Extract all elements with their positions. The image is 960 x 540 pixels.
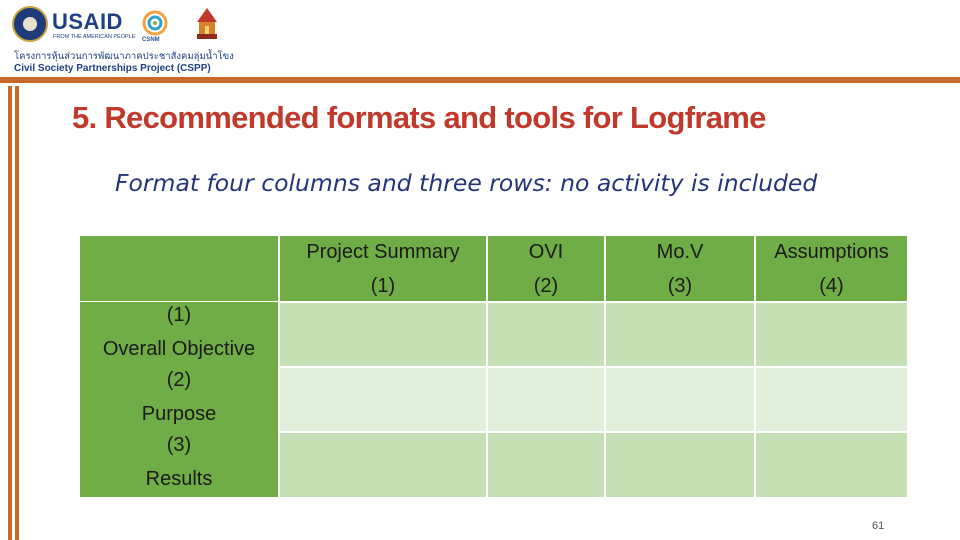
partner-logos: [12, 6, 222, 46]
project-name: Civil Society Partnerships Project (CSPP): [14, 63, 211, 74]
row-label-number: (2): [166, 369, 192, 391]
column-header-label: Assumptions: [774, 240, 889, 263]
table-cell[interactable]: [488, 303, 604, 366]
table-cell[interactable]: [606, 368, 754, 431]
row-label-number: (3): [166, 434, 192, 456]
column-header-label: OVI: [528, 240, 564, 263]
column-header-number: (3): [667, 274, 693, 297]
row-label-column: [80, 302, 278, 497]
left-accent-bar: [8, 86, 12, 540]
table-cell[interactable]: [756, 433, 907, 497]
page-number: 61: [872, 520, 885, 532]
row-label: Results: [145, 468, 213, 490]
table-cell[interactable]: [280, 368, 486, 431]
table-cell[interactable]: [756, 303, 907, 366]
usaid-seal-icon: [12, 6, 48, 42]
column-header: [488, 236, 604, 301]
slide-subtitle: Format four columns and three rows: no activity is included: [115, 169, 818, 197]
header-divider: [0, 77, 960, 83]
table-cell[interactable]: [606, 433, 754, 497]
table-cell[interactable]: [756, 368, 907, 431]
column-header-number: (4): [819, 274, 844, 297]
column-header-label: Project Summary: [306, 240, 460, 263]
usaid-tagline: FROM THE AMERICAN PEOPLE: [53, 34, 136, 40]
slide-title: 5. Recommended formats and tools for Logframe: [72, 100, 766, 135]
table-cell[interactable]: [280, 433, 486, 497]
csnm-logo-text: CSNM: [142, 37, 160, 43]
column-header: [280, 236, 486, 301]
column-header: [756, 236, 907, 301]
logframe-table: [80, 236, 907, 497]
table-cell[interactable]: [488, 368, 604, 431]
column-header-number: (1): [370, 274, 396, 297]
row-label: Purpose: [141, 403, 217, 425]
csnm-logo-icon: [140, 10, 170, 36]
column-header-number: (2): [533, 274, 559, 297]
usaid-logo-text: USAID: [52, 9, 123, 34]
corner-cell: [80, 236, 278, 301]
column-header: [606, 236, 754, 301]
table-cell[interactable]: [488, 433, 604, 497]
row-label-number: (1): [166, 304, 192, 326]
table-cell[interactable]: [606, 303, 754, 366]
row-label: Overall Objective: [102, 338, 256, 360]
table-cell[interactable]: [280, 303, 486, 366]
column-header-label: Mo.V: [656, 240, 704, 263]
thai-project-name: โครงการหุ้นส่วนการพัฒนาภาคประชาสังคมลุ่มน้ำโขง: [14, 51, 234, 62]
temple-logo-icon: [195, 8, 219, 42]
left-accent-bar: [15, 86, 19, 540]
